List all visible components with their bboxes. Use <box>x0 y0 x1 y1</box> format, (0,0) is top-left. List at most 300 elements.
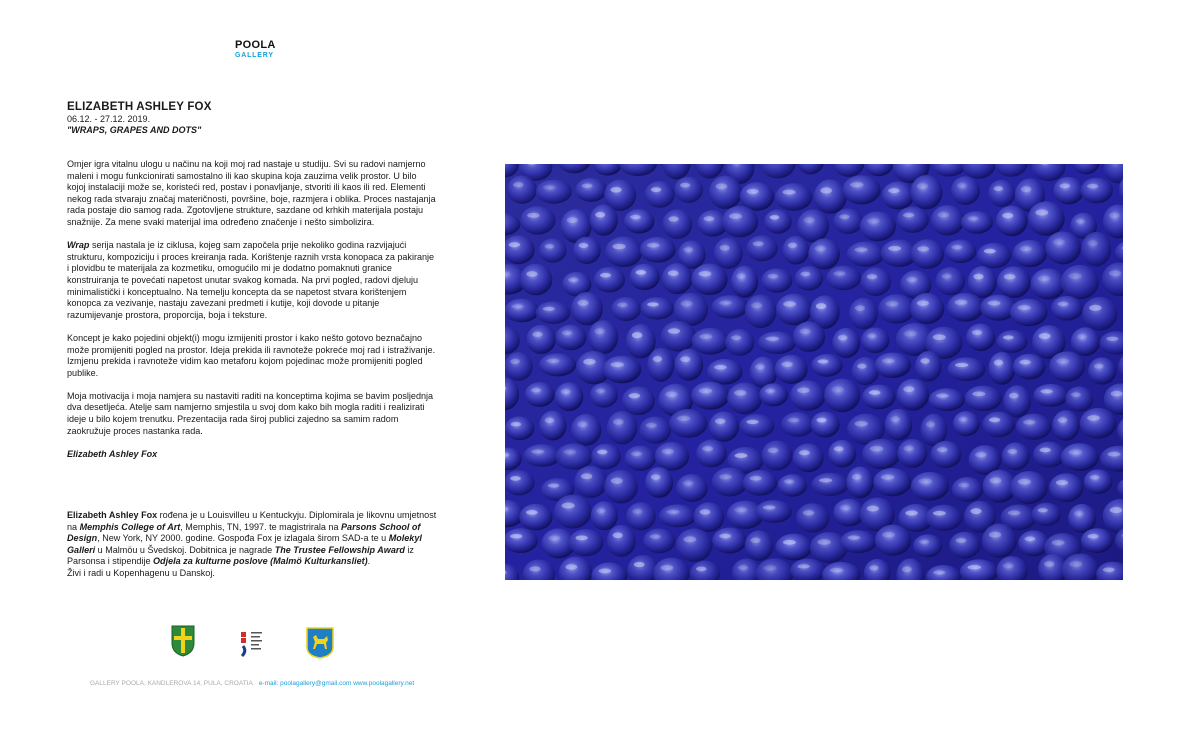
texture-bump <box>603 356 642 384</box>
texture-highlight <box>770 215 780 219</box>
texture-bump <box>814 179 847 213</box>
texture-bump <box>645 467 673 498</box>
texture-highlight <box>1071 392 1081 397</box>
texture-highlight <box>611 478 623 484</box>
texture-bump <box>536 180 572 204</box>
texture-bump <box>739 414 774 438</box>
texture-bump <box>885 409 913 441</box>
texture-highlight <box>967 216 978 220</box>
texture-highlight <box>988 301 1001 306</box>
texture-bump <box>622 386 655 415</box>
texture-highlight <box>646 423 657 428</box>
texture-highlight <box>668 216 678 221</box>
texture-highlight <box>677 416 690 421</box>
texture-highlight <box>867 274 878 279</box>
texture-bump <box>745 295 777 329</box>
texture-highlight <box>1007 449 1017 454</box>
texture-bump <box>591 501 618 530</box>
texture-highlight <box>630 215 641 219</box>
gallery-logo <box>235 40 276 59</box>
texture-highlight <box>632 332 642 338</box>
texture-bump <box>875 525 911 556</box>
bio-school-1: Memphis College of Art <box>79 521 181 532</box>
texture-highlight <box>562 331 573 336</box>
texture-highlight <box>1024 537 1035 542</box>
texture-highlight <box>1087 534 1098 538</box>
texture-highlight <box>767 274 778 278</box>
texture-highlight <box>799 329 810 334</box>
texture-highlight <box>1039 333 1051 339</box>
texture-highlight <box>704 216 715 221</box>
texture-bump <box>778 474 807 497</box>
texture-bump <box>952 477 983 502</box>
texture-highlight <box>613 532 623 538</box>
texture-highlight <box>784 479 794 483</box>
texture-highlight <box>510 476 521 481</box>
texture-bump <box>611 297 641 321</box>
texture-bump <box>988 180 1015 207</box>
texture-bump <box>505 352 533 381</box>
texture-highlight <box>955 363 968 367</box>
texture-highlight <box>583 359 595 365</box>
texture-highlight <box>1109 270 1121 276</box>
texture-highlight <box>902 566 912 572</box>
texture-bump <box>574 466 607 498</box>
texture-highlight <box>797 387 810 392</box>
texture-highlight <box>954 300 967 305</box>
texture-bump <box>591 444 621 470</box>
texture-highlight <box>1009 393 1019 399</box>
texture-highlight <box>731 335 741 340</box>
texture-highlight <box>612 244 625 250</box>
texture-highlight <box>563 450 576 455</box>
texture-bump <box>945 239 976 263</box>
texture-bump <box>1053 177 1084 205</box>
texture-highlight <box>820 187 832 193</box>
texture-highlight <box>1038 508 1048 512</box>
texture-highlight <box>933 334 946 340</box>
texture-highlight <box>750 538 760 543</box>
texture-highlight <box>582 184 593 188</box>
texture-bump <box>659 504 697 527</box>
texture-bump <box>849 298 878 330</box>
texture-highlight <box>763 505 776 509</box>
texture-bump <box>526 325 556 354</box>
texture-highlight <box>527 213 539 218</box>
texture-highlight <box>941 274 951 279</box>
texture-bump <box>643 528 675 553</box>
texture-bump <box>674 293 709 326</box>
texture-bump <box>1016 414 1051 440</box>
exhibition-title: "WRAPS, GRAPES AND DOTS" <box>67 125 202 135</box>
exhibition-header <box>67 101 212 135</box>
statement-paragraph-2 <box>67 240 437 321</box>
texture-bump <box>1071 327 1100 356</box>
texture-highlight <box>702 446 713 451</box>
texture-highlight <box>869 565 878 570</box>
texture-highlight <box>1021 186 1032 192</box>
texture-bump <box>669 409 707 438</box>
texture-highlight <box>867 505 879 511</box>
texture-bump <box>947 357 985 381</box>
texture-highlight <box>1087 184 1098 189</box>
texture-bump <box>996 206 1028 237</box>
texture-bump <box>846 466 873 498</box>
footer-address: GALLERY POOLA, KANDLEROVA 14, PULA, CROATIA <box>90 680 253 687</box>
texture-bump <box>647 348 674 382</box>
texture-bump <box>568 529 603 556</box>
texture-bump <box>743 470 777 496</box>
texture-bump <box>761 441 792 471</box>
texture-highlight <box>1038 276 1050 282</box>
texture-highlight <box>903 331 916 337</box>
texture-highlight <box>1087 240 1098 246</box>
texture-bump <box>797 209 829 242</box>
texture-bump <box>725 329 754 356</box>
texture-bump <box>961 211 993 234</box>
bio-gallery: Molekyl Galleri <box>67 533 422 555</box>
texture-bump <box>709 411 739 441</box>
texture-bump <box>873 468 911 496</box>
texture-bump <box>811 412 840 438</box>
texture-bump <box>759 383 788 406</box>
texture-highlight <box>854 247 867 252</box>
statement-paragraph-4: Moja motivacija i moja namjera su nastaviti raditi na konceptima kojima se bavim posljednja dva desetljeća. Atelje sam namjerno smjestila u svoj dom kako bih mogla raditi i realizirati ideje u bilo kojem trenutku. Prezentacija rada široj publici zajedno sa samim radom zaokružuje proces nastanka rada. <box>67 390 434 436</box>
texture-bump <box>554 495 592 529</box>
texture-bump <box>645 181 675 208</box>
texture-bump <box>997 330 1028 353</box>
texture-bump <box>1084 469 1113 494</box>
texture-highlight <box>696 567 707 572</box>
texture-highlight <box>817 418 827 423</box>
texture-bump <box>761 268 792 292</box>
texture-highlight <box>699 334 712 339</box>
texture-highlight <box>989 418 1000 423</box>
texture-highlight <box>972 392 985 397</box>
texture-highlight <box>855 421 868 427</box>
texture-highlight <box>958 483 969 487</box>
texture-highlight <box>666 510 679 514</box>
texture-highlight <box>1077 334 1087 339</box>
texture-highlight <box>634 562 645 567</box>
texture-bump <box>712 295 749 318</box>
texture-bump <box>775 355 808 384</box>
texture-highlight <box>1107 452 1120 457</box>
texture-bump <box>674 177 703 203</box>
texture-highlight <box>600 273 611 278</box>
texture-bump <box>878 294 915 323</box>
texture-highlight <box>1090 475 1100 479</box>
texture-highlight <box>668 270 679 276</box>
statement-paragraph-2-text: serija nastala je iz ciklusa, kojeg sam započela prije nekoliko godina razvijajući strukturu, kompoziciju i proces kreiranja rada. Korištenje raznih vrsta konopaca za pakiranje i plovidbu te materijala za kozmetiku, omogućilo mi je dodatno pomaknuti granice konstruiranja te povećati napetost unutar svakog komada. Na prvi pogled, radovi djeluju minimalistički i konceptualno. Na temelju koncepta da se napetost stvara korištenjem konopca za vezivanje, nastaju zavezani predmeti i kutije, koji dovode u pitanje razumijevanje prostora, proporcija, boja i teksture. <box>67 240 435 320</box>
texture-bump <box>832 328 860 358</box>
texture-highlight <box>635 270 646 275</box>
texture-highlight <box>736 273 746 279</box>
texture-bump <box>575 178 606 202</box>
texture-bump <box>910 293 944 324</box>
texture-highlight <box>510 534 522 538</box>
texture-highlight <box>763 565 776 570</box>
texture-bump <box>862 384 896 409</box>
texture-bump <box>524 444 562 467</box>
texture-bump <box>929 388 965 411</box>
texture-highlight <box>651 474 661 480</box>
texture-bump <box>520 264 553 296</box>
texture-highlight <box>867 334 877 339</box>
texture-highlight <box>994 360 1003 366</box>
texture-highlight <box>766 337 779 341</box>
texture-bump <box>782 236 809 265</box>
texture-bump <box>590 383 618 408</box>
bio-grant: Odjela za kulturne poslove (Malmö Kulturkansliet) <box>153 556 368 567</box>
texture-highlight <box>955 538 966 543</box>
texture-bump <box>693 502 724 532</box>
texture-bump <box>1010 299 1048 326</box>
texture-bump <box>1080 408 1117 439</box>
texture-highlight <box>1111 391 1123 397</box>
texture-bump <box>1049 473 1083 502</box>
texture-highlight <box>888 246 901 251</box>
exhibition-dates: 06.12. - 27.12. 2019. <box>67 114 151 124</box>
texture-highlight <box>526 271 537 277</box>
texture-highlight <box>903 213 914 218</box>
texture-highlight <box>548 535 560 540</box>
texture-highlight <box>647 243 660 248</box>
texture-bump <box>539 353 576 376</box>
texture-highlight <box>631 452 642 457</box>
texture-bump <box>676 474 708 502</box>
texture-highlight <box>1002 213 1013 219</box>
texture-bump <box>968 266 997 298</box>
texture-bump <box>861 327 889 353</box>
bio-text-2: , Memphis, TN, 1997. te magistrirala na <box>180 521 342 532</box>
texture-highlight <box>753 241 764 246</box>
texture-highlight <box>1058 417 1068 423</box>
texture-highlight <box>1089 305 1101 311</box>
texture-bump <box>896 207 928 233</box>
texture-bump <box>755 500 792 523</box>
texture-bump <box>776 534 813 561</box>
texture-bump <box>1061 443 1099 471</box>
texture-highlight <box>937 212 949 217</box>
texture-bump <box>826 265 861 290</box>
texture-highlight <box>783 301 796 307</box>
texture-bump <box>793 443 824 472</box>
texture-bump <box>793 321 825 351</box>
texture-highlight <box>970 508 981 514</box>
texture-highlight <box>920 358 929 364</box>
texture-highlight <box>903 386 914 392</box>
texture-bump <box>746 235 777 261</box>
texture-highlight <box>1023 420 1035 425</box>
texture-bump <box>573 237 601 265</box>
texture-highlight <box>972 330 982 335</box>
texture-bump <box>931 205 965 235</box>
texture-bump <box>860 267 891 296</box>
texture-highlight <box>653 356 662 362</box>
texture-bump <box>1013 240 1047 267</box>
texture-highlight <box>1056 480 1068 485</box>
texture-bump <box>910 175 942 209</box>
texture-highlight <box>881 475 894 480</box>
texture-bump <box>691 264 727 296</box>
texture-bump <box>662 263 693 294</box>
texture-highlight <box>765 389 775 393</box>
texture-highlight <box>1056 358 1069 363</box>
texture-highlight <box>1035 209 1048 215</box>
texture-bump <box>555 325 586 351</box>
texture-highlight <box>581 473 593 479</box>
texture-highlight <box>510 359 520 364</box>
texture-bump <box>824 378 860 412</box>
texture-bump <box>1061 265 1099 299</box>
texture-highlight <box>882 358 895 363</box>
texture-bump <box>1081 528 1113 553</box>
texture-bump <box>571 414 601 446</box>
texture-bump <box>913 534 942 557</box>
texture-bump <box>1052 410 1079 441</box>
texture-highlight <box>647 302 659 306</box>
texture-bump <box>811 473 849 496</box>
texture-bump <box>965 386 1002 412</box>
texture-highlight <box>511 422 521 426</box>
texture-bump <box>519 504 552 531</box>
texture-highlight <box>1019 360 1030 365</box>
texture-bump <box>539 411 566 441</box>
ministry-logo-icon <box>238 629 268 659</box>
texture-bump <box>691 382 729 410</box>
texture-bump <box>727 383 762 415</box>
texture-bump <box>1065 386 1093 411</box>
texture-highlight <box>847 536 860 540</box>
texture-highlight <box>734 390 746 396</box>
texture-highlight <box>531 388 541 392</box>
texture-bump <box>795 266 823 291</box>
texture-highlight <box>617 303 628 307</box>
texture-bump <box>860 211 896 241</box>
texture-bump <box>714 238 743 269</box>
bio-award: The Trustee Fellowship Award <box>274 544 405 555</box>
texture-highlight <box>831 386 844 392</box>
texture-bump <box>982 411 1015 437</box>
texture-bump <box>1002 442 1030 470</box>
texture-highlight <box>1068 273 1081 279</box>
texture-highlight <box>926 421 935 427</box>
texture-highlight <box>599 569 612 574</box>
texture-highlight <box>661 565 674 571</box>
texture-bump <box>808 239 840 270</box>
texture-highlight <box>799 450 810 455</box>
texture-highlight <box>565 564 577 570</box>
texture-highlight <box>870 446 883 451</box>
texture-highlight <box>683 536 696 542</box>
texture-bump <box>1033 384 1068 407</box>
texture-highlight <box>919 540 929 544</box>
texture-highlight <box>531 449 544 453</box>
texture-bump <box>966 323 995 351</box>
texture-highlight <box>594 328 604 334</box>
texture-highlight <box>1110 507 1122 513</box>
texture-highlight <box>532 332 542 337</box>
texture-highlight <box>1106 337 1118 341</box>
texture-bump <box>935 267 965 295</box>
texture-bump <box>847 241 885 266</box>
texture-bump <box>781 412 814 437</box>
texture-highlight <box>1003 563 1014 568</box>
texture-bump <box>696 440 727 468</box>
texture-highlight <box>855 305 865 311</box>
footer-contact[interactable]: e-mail: poolagallery@gmail.com www.poolagallery.net <box>258 680 415 687</box>
texture-highlight <box>958 417 967 422</box>
sponsor-logos <box>0 625 500 661</box>
texture-highlight <box>632 509 642 514</box>
texture-bump <box>590 205 618 236</box>
artist-statement <box>67 159 437 472</box>
texture-highlight <box>543 307 555 311</box>
texture-highlight <box>838 335 848 340</box>
texture-highlight <box>975 452 986 457</box>
texture-highlight <box>1057 302 1068 306</box>
texture-bump <box>811 354 843 377</box>
texture-bump <box>982 524 1017 558</box>
texture-bump <box>828 440 856 468</box>
texture-highlight <box>715 418 726 423</box>
texture-highlight <box>994 186 1003 191</box>
texture-highlight <box>817 539 830 545</box>
texture-highlight <box>933 511 946 516</box>
texture-highlight <box>1074 511 1084 516</box>
texture-bump <box>852 357 879 385</box>
texture-highlight <box>1039 448 1050 453</box>
texture-highlight <box>575 535 587 540</box>
texture-bump <box>536 301 571 324</box>
texture-highlight <box>968 565 981 569</box>
texture-bump <box>505 416 534 440</box>
texture-bump <box>764 209 792 233</box>
texture-highlight <box>548 483 560 487</box>
texture-highlight <box>957 183 967 188</box>
texture-highlight <box>577 421 588 427</box>
artist-bio <box>67 510 437 580</box>
texture-highlight <box>815 246 826 252</box>
texture-highlight <box>1103 567 1115 572</box>
texture-bump <box>629 264 659 290</box>
texture-highlight <box>1044 561 1054 567</box>
texture-bump <box>926 505 963 531</box>
texture-highlight <box>662 449 674 454</box>
texture-highlight <box>1059 183 1070 188</box>
texture-highlight <box>833 271 845 275</box>
pula-crest-icon <box>306 627 334 659</box>
texture-highlight <box>1003 335 1014 339</box>
texture-highlight <box>577 300 588 306</box>
texture-bump <box>833 208 863 233</box>
texture-highlight <box>511 304 523 308</box>
texture-bump <box>674 349 703 381</box>
texture-bump <box>1028 201 1065 235</box>
texture-highlight <box>936 394 949 398</box>
texture-bump <box>588 320 618 354</box>
texture-bump <box>1031 268 1066 299</box>
texture-highlight <box>919 479 932 484</box>
texture-bump <box>988 352 1015 385</box>
texture-highlight <box>650 534 661 538</box>
texture-highlight <box>680 356 690 362</box>
texture-bump <box>607 411 637 445</box>
texture-highlight <box>567 217 578 223</box>
texture-highlight <box>867 218 880 223</box>
texture-highlight <box>984 249 996 254</box>
